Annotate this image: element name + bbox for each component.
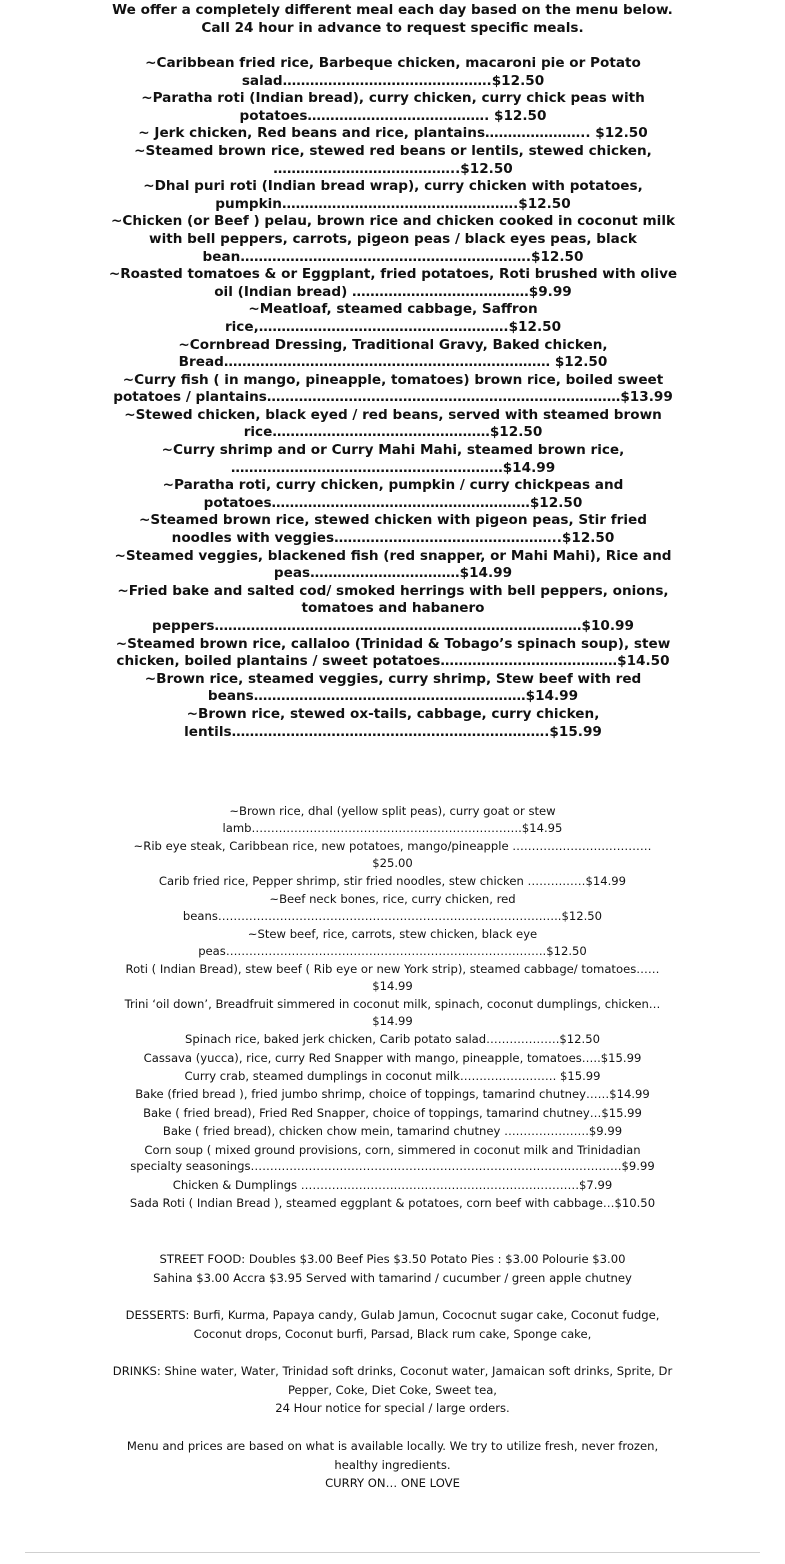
menu-item: Roti ( Indian Bread), stew beef ( Rib eye or new York strip), steamed cabbage/ tomatoes……$14.99 — [125, 962, 660, 993]
desserts-text: DESSERTS: Burfi, Kurma, Papaya candy, Gulab Jamun, Cococnut sugar cake, Coconut fudge, Coconut drops, Coconut burfi, Parsad, Black rum cake, Sponge cake, — [125, 1308, 660, 1341]
intro-line: Call 24 hour in advance to request specific meals. — [201, 19, 584, 36]
menu-item: ~Meatloaf, steamed cabbage, Saffron rice,……………………………………………….$12.50 — [224, 301, 562, 335]
menu-item: Carib fried rice, Pepper shrimp, stir fried noodles, stew chicken ……………$14.99 — [158, 873, 627, 888]
street-food-line: STREET FOOD: Doubles $3.00 Beef Pies $3.50 Potato Pies : $3.00 Polourie $3.00 — [159, 1252, 626, 1266]
tagline: CURRY ON… ONE LOVE — [325, 1476, 460, 1491]
menu-item: ~Caribbean fried rice, Barbeque chicken, macaroni pie or Potato salad……………………………………….$12.50 — [145, 55, 641, 89]
menu-item: ~Steamed brown rice, stewed red beans or lentils, stewed chicken, …………………………………..$12.50 — [134, 142, 652, 177]
menu-item: Bake ( fried bread), Fried Red Snapper, choice of toppings, tamarind chutney…$15.99 — [143, 1105, 642, 1120]
street-food-line: Sahina $3.00 Accra $3.95 Served with tamarind / cucumber / green apple chutney — [153, 1270, 632, 1285]
desserts-section — [110, 1306, 675, 1343]
orders-notice: 24 Hour notice for special / large orders. — [275, 1401, 510, 1416]
menu-item: ~Steamed veggies, blackened fish (red snapper, or Mahi Mahi), Rice and peas……………………………$14.99 — [114, 547, 672, 582]
menu-item: ~Beef neck bones, rice, curry chicken, red beans……………………………………………………………………………..$12.50 — [182, 892, 603, 923]
menu-item: ~Paratha roti, curry chicken, pumpkin / curry chickpeas and potatoes…………………………………………………$12.50 — [162, 477, 624, 511]
menu-item: ~Roasted tomatoes & or Eggplant, fried potatoes, Roti brushed with olive oil (Indian bread) …………………………………$9.99 — [108, 266, 678, 300]
footer-section — [110, 1437, 675, 1493]
intro-block — [0, 2, 785, 37]
menu-item: ~Brown rice, stewed ox-tails, cabbage, curry chicken, lentils…………………………………………………………….$15.99 — [184, 705, 602, 740]
menu-item: ~Brown rice, dhal (yellow split peas), curry goat or stew lamb…………………………………………………………….$14.95 — [222, 804, 563, 835]
menu-item: ~Dhal puri roti (Indian bread wrap), curry chicken with potatoes, pumpkin…………………………………………….$12.50 — [143, 178, 643, 212]
intro-line: We offer a completely different meal each day based on the menu below. — [112, 2, 673, 18]
menu-item: Bake ( fried bread), chicken chow mein, tamarind chutney ………………….$9.99 — [162, 1124, 623, 1139]
menu-item: Bake (fried bread ), fried jumbo shrimp, choice of toppings, tamarind chutney……$14.99 — [135, 1087, 650, 1102]
menu-item: ~ Jerk chicken, Red beans and rice, plantains………………….. $12.50 — [138, 125, 648, 142]
menu-item: Curry crab, steamed dumplings in coconut milk……………………. $15.99 — [184, 1069, 601, 1084]
menu-item: ~Fried bake and salted cod/ smoked herrings with bell peppers, onions, tomatoes and habanero peppers………………………………………………………………………$10.99 — [117, 582, 669, 634]
footer-note: Menu and prices are based on what is available locally. We try to utilize fresh, never frozen, healthy ingredients. — [126, 1439, 659, 1472]
daily-menu-section-1 — [108, 55, 678, 741]
menu-item: ~Stewed chicken, black eyed / red beans, served with steamed brown rice…………………………………………$12.50 — [124, 406, 662, 441]
bottom-divider — [25, 1552, 760, 1553]
menu-item: ~Rib eye steak, Caribbean rice, new potatoes, mango/pineapple ………………………………$25.00 — [133, 838, 652, 870]
menu-item: ~Steamed brown rice, callaloo (Trinidad & Tobago’s spinach soup), stew chicken, boiled plantains / sweet potatoes…………………………………$14.50 — [115, 635, 671, 670]
menu-item: ~Chicken (or Beef ) pelau, brown rice and chicken cooked in coconut milk with bell peppers, carrots, pigeon peas / black eyes peas, black bean……………………………………………………….$12.50 — [110, 213, 676, 265]
menu-item: Cassava (yucca), rice, curry Red Snapper with mango, pineapple, tomatoes…..$15.99 — [143, 1050, 642, 1065]
menu-item: Trini ‘oil down’, Breadfruit simmered in coconut milk, spinach, coconut dumplings, chicken…$14.99 — [124, 997, 661, 1028]
menu-item: Corn soup ( mixed ground provisions, corn, simmered in coconut milk and Trinidadian specialty seasonings……………………………………………………………………………………$9.99 — [130, 1142, 655, 1174]
menu-item: Sada Roti ( Indian Bread ), steamed eggplant & potatoes, corn beef with cabbage…$10.50 — [129, 1196, 656, 1211]
menu-item: Chicken & Dumplings ………………………………………………………………$7.99 — [172, 1177, 613, 1192]
menu-item: ~Stew beef, rice, carrots, stew chicken, black eye peas………………………………………………………………………..$12.50 — [198, 927, 587, 958]
menu-item: ~Curry fish ( in mango, pineapple, tomatoes) brown rice, boiled sweet potatoes / plantains……………………………………………………………………$13.99 — [113, 371, 673, 406]
menu-item: ~Steamed brown rice, stewed chicken with pigeon peas, Stir fried noodles with veggies…………………………………………..$12.50 — [139, 512, 647, 547]
street-food-section — [110, 1250, 675, 1287]
menu-item: Spinach rice, baked jerk chicken, Carib potato salad……………….$12.50 — [185, 1032, 600, 1047]
menu-item: ~Brown rice, steamed veggies, curry shrimp, Stew beef with red beans……………………………………………………$14.99 — [144, 670, 642, 705]
daily-menu-section-2 — [120, 803, 665, 1213]
menu-item: ~Curry shrimp and or Curry Mahi Mahi, steamed brown rice, ……………………………………………………$14.99 — [161, 442, 625, 476]
drinks-text: DRINKS: Shine water, Water, Trinidad soft drinks, Coconut water, Jamaican soft drinks, Sprite, Dr Pepper, Coke, Diet Coke, Sweet tea, — [112, 1364, 673, 1397]
menu-item: ~Cornbread Dressing, Traditional Gravy, Baked chicken, Bread……………………………………………………………… $12.50 — [178, 336, 608, 371]
menu-item: ~Paratha roti (Indian bread), curry chicken, curry chick peas with potatoes…………………………………. $12.50 — [141, 90, 645, 124]
drinks-section — [110, 1362, 675, 1418]
